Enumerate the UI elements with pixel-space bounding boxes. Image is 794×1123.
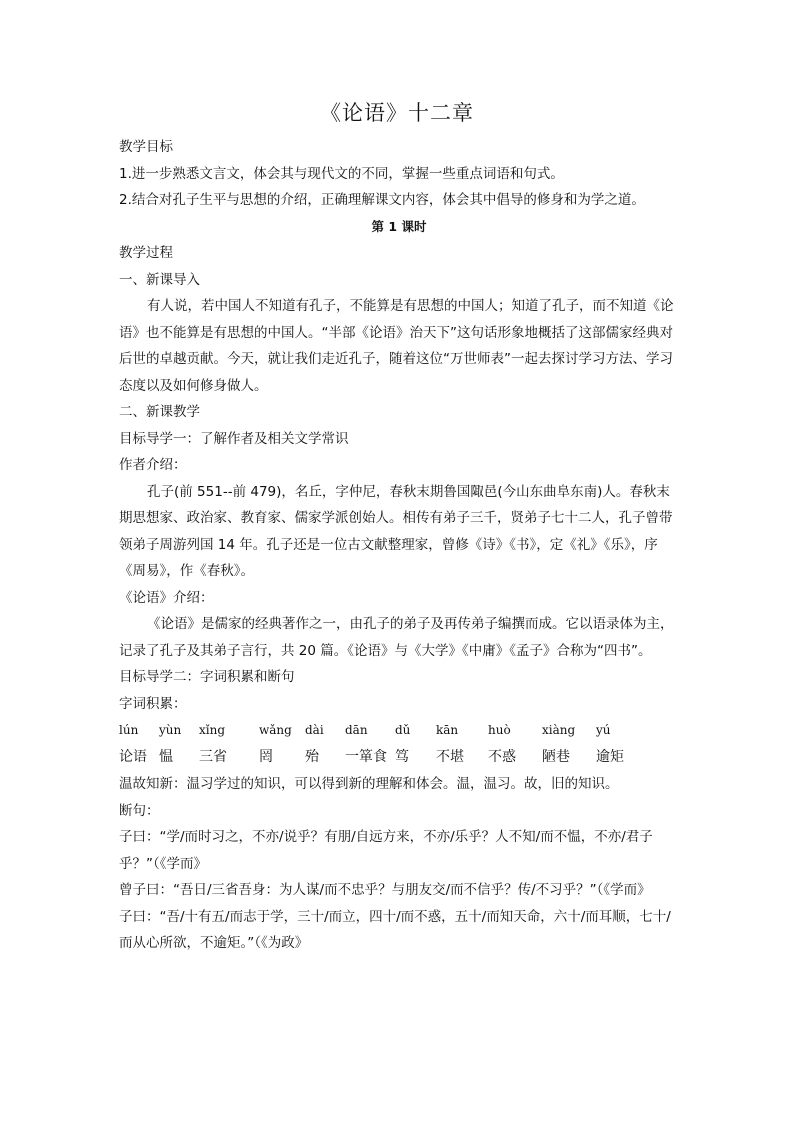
document-body [119,134,679,957]
section-heading: 一、新课导入 [119,271,200,288]
objectives-heading: 教学目标 [119,139,173,155]
vocab-heading: 字词积累： [119,695,187,712]
pinyin: xǐng [199,723,226,737]
vocab-word: 笃 [395,749,409,765]
lunyu-heading: 《论语》介绍： [119,589,214,606]
pinyin-row [119,717,679,743]
section-heading: 二、新课教学 [119,404,200,420]
pinyin: yú [596,723,611,737]
pinyin: xiàng [542,723,576,737]
quote-paragraph: 子曰：“学/而时习之，不亦/说乎？有朋/自远方来，不亦/乐乎？人不知/而不愠，不亦/君子乎？”（《学而》 [119,829,653,872]
lesson-label: 第 1 课时 [371,218,427,234]
vocab-word: 愠 [159,749,173,765]
vocab-word: 论语 [119,749,147,765]
pinyin: dān [345,723,368,737]
vocab-word: 不堪 [436,749,464,765]
vocab-word: 逾矩 [596,749,624,765]
author-heading: 作者介绍： [119,457,187,473]
pinyin: kān [436,723,459,737]
duanju-heading: 断句： [119,802,160,819]
intro-paragraph: 有人说，若中国人不知道有孔子，不能算是有思想的中国人；知道了孔子，而不知道《论语》也不能算是有思想的中国人。“半部《论语》治天下”这句话形象地概括了这部儒家经典对后世的卓越贡献。今天，就让我们走近孔子，随着这位“万世师表”一起去探讨学习方法、学习态度以及如何修身做人。 [119,298,674,394]
wengu-line: 温故知新：温习学过的知识，可以得到新的理解和体会。温，温习。故，旧的知识。 [119,776,619,792]
author-paragraph: 孔子(前 551--前 479)，名丘，字仲尼，春秋末期鲁国陬邑(今山东曲阜东南)人。春秋末期思想家、政治家、教育家、儒家学派创始人。相传有弟子三千，贤弟子七十二人，孔子曾带领弟子周游列国 14 年。孔子还是一位古文献整理家，曾修《诗》《书》，定《礼》《乐》，序《周易》，作《春秋》。 [119,483,673,579]
objective-item: 1.进一步熟悉文言文，体会其与现代文的不同，掌握一些重点词语和句式。 [119,165,564,182]
vocab-word: 陋巷 [542,749,570,765]
pinyin: huò [488,723,511,737]
vocab-word: 三省 [199,749,227,765]
goal-heading: 目标导学二：字词积累和断句 [119,669,295,685]
objective-item: 2.结合对孔子生平与思想的介绍，正确理解课文内容，体会其中倡导的修身和为学之道。 [119,192,645,208]
goal-heading: 目标导学一：了解作者及相关文学常识 [119,430,349,447]
pinyin: lún [119,723,139,737]
vocab-word: 不惑 [488,749,516,765]
quote-paragraph: 子曰：“吾/十有五/而志于学，三十/而立，四十/而不惑，五十/而知天命，六十/而耳顺，七十/而从心所欲，不逾矩。”（《为政》 [119,908,671,951]
pinyin: yùn [159,723,182,737]
document-title: 《论语》十二章 [320,101,474,125]
vocab-word: 殆 [305,749,319,765]
quote-paragraph: 曾子曰：“吾日/三省吾身：为人谋/而不忠乎？与朋友交/而不信乎？传/不习乎？”（《学而》 [119,882,651,898]
pinyin: dǔ [395,723,411,737]
vocab-word: 罔 [259,749,273,765]
vocab-word: 一箪食 [345,749,387,765]
pinyin: dài [305,723,324,737]
pinyin: wǎng [259,723,292,737]
word-row [119,743,679,771]
lunyu-paragraph: 《论语》是儒家的经典著作之一，由孔子的弟子及再传弟子编撰而成。它以语录体为主，记录了孔子及其弟子言行，共 20 篇。《论语》与《大学》《中庸》《孟子》合称为“四书”。 [119,616,674,659]
process-heading: 教学过程 [119,245,173,261]
